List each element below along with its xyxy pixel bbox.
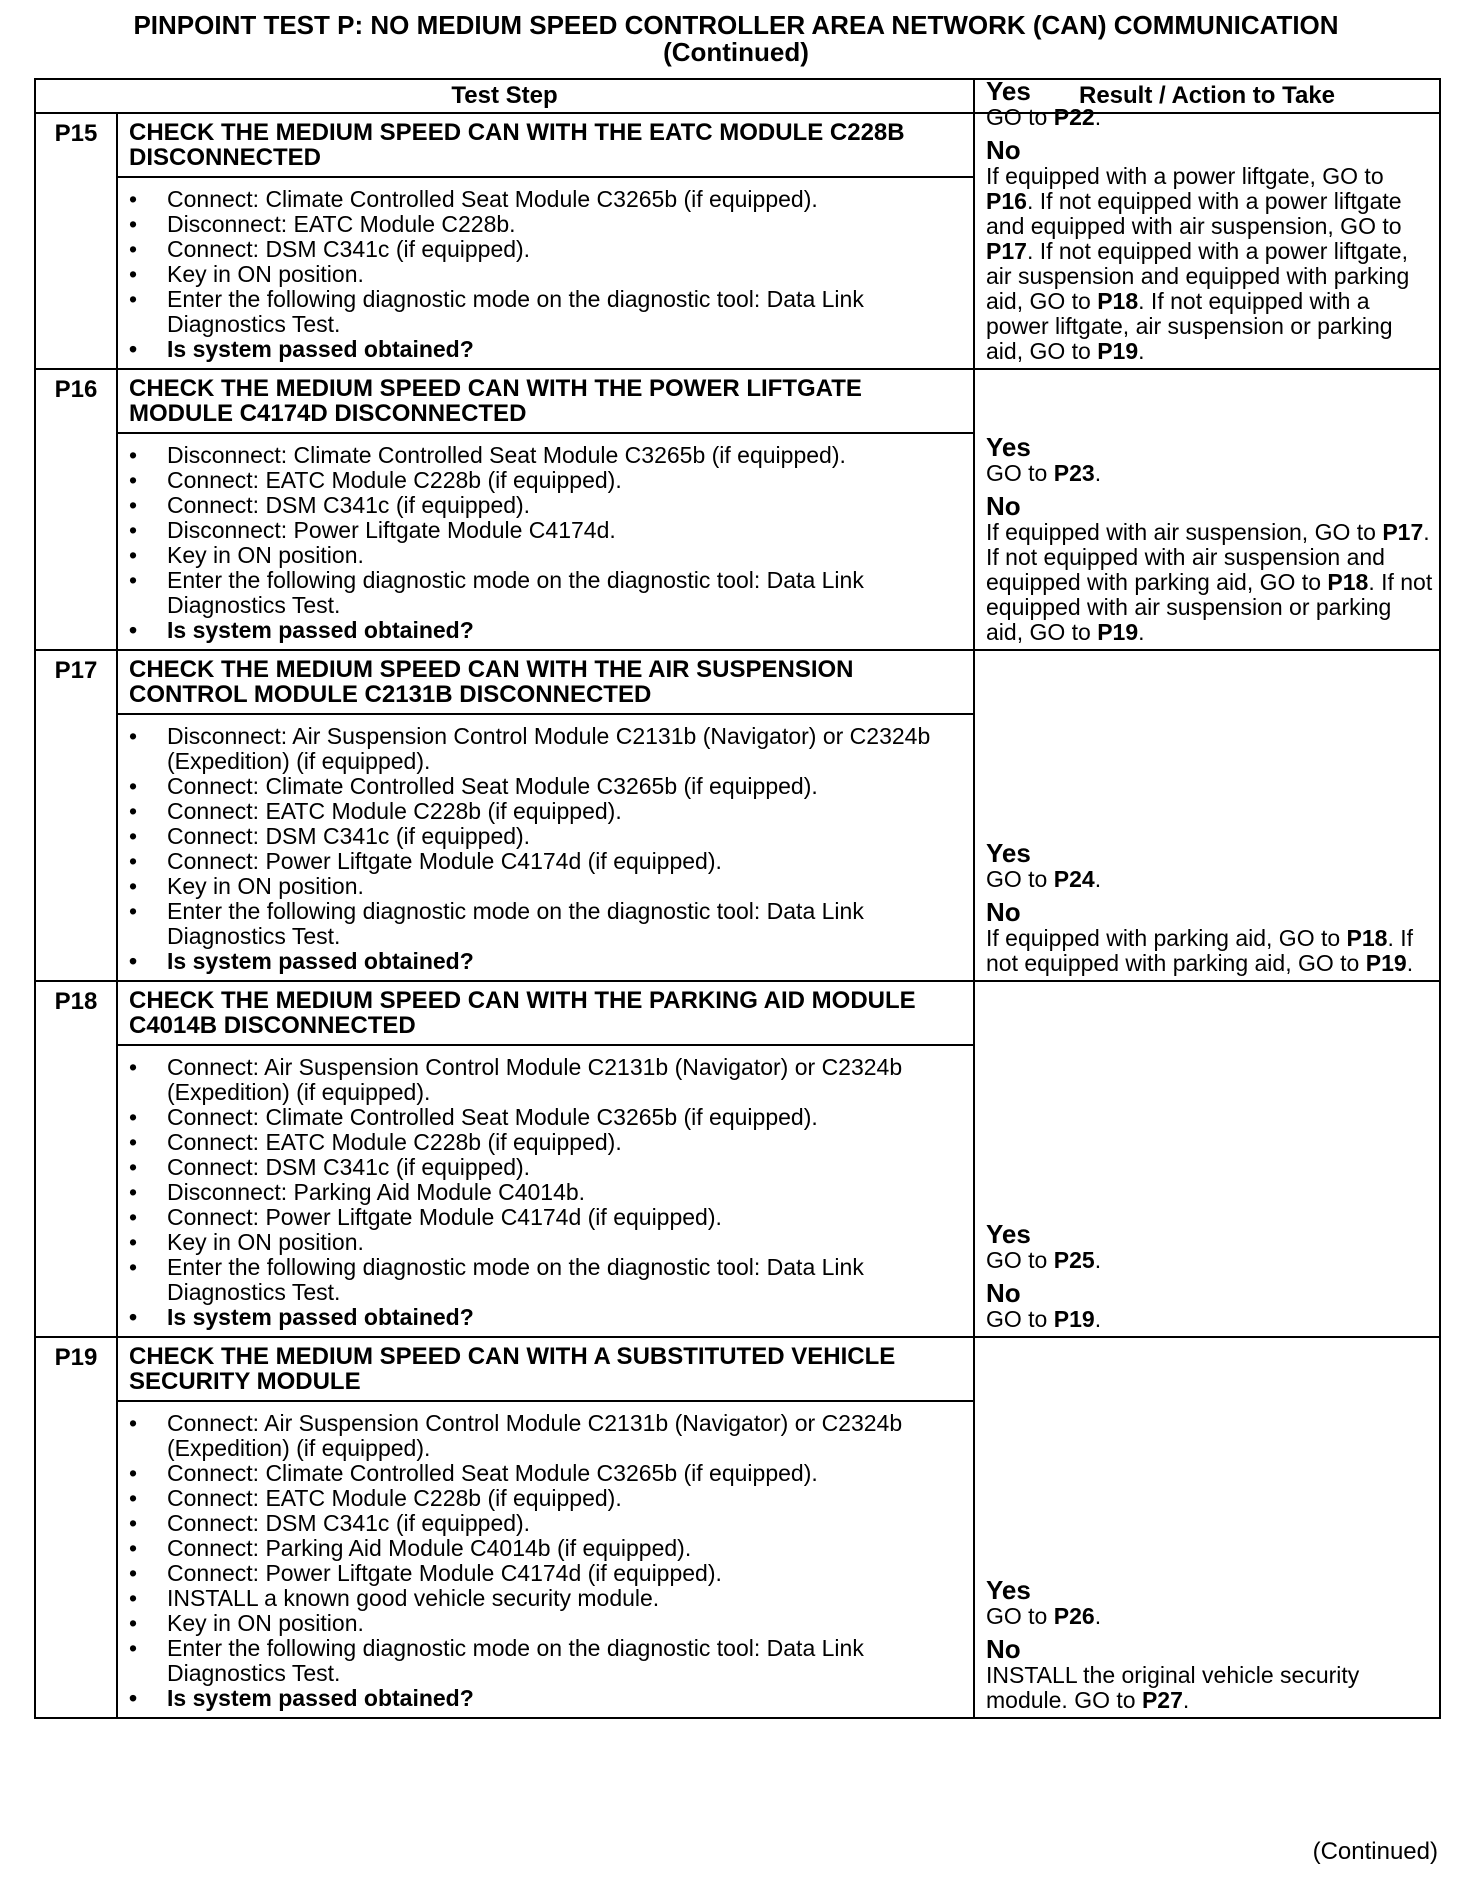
title-line-1: PINPOINT TEST P: NO MEDIUM SPEED CONTROLLER AREA NETWORK (CAN) COMMUNICATION bbox=[133, 10, 1339, 40]
step-heading: CHECK THE MEDIUM SPEED CAN WITH A SUBSTITUTED VEHICLE SECURITY MODULE bbox=[117, 1337, 974, 1401]
result-action-cell bbox=[974, 1337, 1440, 1718]
result-no-text bbox=[986, 926, 1433, 976]
step-id: P18 bbox=[35, 981, 117, 1337]
result-text-segment: . If not equipped with a power liftgate and equipped with air suspension, GO to bbox=[986, 188, 1402, 239]
step-reference: P19 bbox=[1097, 338, 1139, 364]
result-text-segment: . bbox=[1138, 338, 1145, 364]
step-instructions-cell bbox=[117, 177, 974, 369]
step-heading: CHECK THE MEDIUM SPEED CAN WITH THE POWER LIFTGATE MODULE C4174D DISCONNECTED bbox=[117, 369, 974, 433]
result-yes-text bbox=[986, 461, 1433, 486]
step-instruction: • Connect: DSM C341c (if equipped). bbox=[129, 493, 963, 518]
result-text-segment: . bbox=[1094, 1603, 1102, 1629]
step-heading: CHECK THE MEDIUM SPEED CAN WITH THE EATC MODULE C228B DISCONNECTED bbox=[117, 113, 974, 177]
result-text-segment: . If not equipped with a power liftgate, air suspension or parking aid, GO to bbox=[986, 288, 1393, 364]
result-action-cell bbox=[974, 981, 1440, 1337]
result-action-cell bbox=[974, 369, 1440, 650]
result-yes-text bbox=[986, 1248, 1433, 1273]
step-instructions-cell bbox=[117, 1045, 974, 1337]
step-heading: CHECK THE MEDIUM SPEED CAN WITH THE AIR SUSPENSION CONTROL MODULE C2131B DISCONNECTED bbox=[117, 650, 974, 714]
result-text-segment: GO to bbox=[986, 866, 1054, 892]
result-text-segment: . bbox=[1094, 1306, 1102, 1332]
step-question: • Is system passed obtained? bbox=[129, 1305, 963, 1330]
result-yes-label: Yes bbox=[986, 1575, 1031, 1605]
step-instruction: • Connect: Power Liftgate Module C4174d (if equipped). bbox=[129, 849, 963, 874]
result-text-segment: If equipped with parking aid, GO to bbox=[986, 925, 1347, 951]
result-text-segment: GO to bbox=[986, 104, 1054, 130]
result-text-segment: GO to bbox=[986, 1306, 1054, 1332]
result-action-cell bbox=[974, 650, 1440, 981]
step-id: P17 bbox=[35, 650, 117, 981]
step-question: • Is system passed obtained? bbox=[129, 949, 963, 974]
step-heading-row bbox=[35, 369, 1440, 433]
step-instruction: • Enter the following diagnostic mode on the diagnostic tool: Data Link Diagnostics Test. bbox=[129, 1255, 963, 1305]
step-instructions-list bbox=[118, 1046, 973, 1336]
step-instruction: • Connect: DSM C341c (if equipped). bbox=[129, 1511, 963, 1536]
step-heading-row bbox=[35, 113, 1440, 177]
step-instruction: • Key in ON position. bbox=[129, 543, 963, 568]
step-instruction: • Enter the following diagnostic mode on the diagnostic tool: Data Link Diagnostics Test. bbox=[129, 568, 963, 618]
pinpoint-test-table bbox=[34, 78, 1441, 1719]
step-instruction: • Connect: DSM C341c (if equipped). bbox=[129, 1155, 963, 1180]
step-instruction: • Key in ON position. bbox=[129, 1611, 963, 1636]
result-text-segment: . bbox=[1094, 1247, 1102, 1273]
step-reference: P18 bbox=[1097, 288, 1139, 314]
result-text-segment: . If not equipped with air suspension and equipped with parking aid, GO to bbox=[986, 519, 1430, 595]
result-yes-label: Yes bbox=[986, 76, 1031, 106]
step-instruction: • Connect: Power Liftgate Module C4174d (if equipped). bbox=[129, 1561, 963, 1586]
step-instructions-cell bbox=[117, 433, 974, 650]
result-no-text bbox=[986, 1307, 1433, 1332]
step-reference: P16 bbox=[986, 188, 1027, 214]
step-instruction: • Connect: Power Liftgate Module C4174d (if equipped). bbox=[129, 1205, 963, 1230]
result-yes-label: Yes bbox=[986, 838, 1031, 868]
result-text-segment: GO to bbox=[986, 1247, 1054, 1273]
step-instruction: • Connect: Parking Aid Module C4014b (if equipped). bbox=[129, 1536, 963, 1561]
result-text-segment: . bbox=[1094, 104, 1102, 130]
title-line-2: (Continued) bbox=[663, 37, 809, 67]
step-reference: P19 bbox=[1365, 950, 1407, 976]
result-text-segment: . bbox=[1138, 619, 1145, 645]
step-instruction: • Disconnect: Climate Controlled Seat Module C3265b (if equipped). bbox=[129, 443, 963, 468]
step-instruction: • Connect: EATC Module C228b (if equipped). bbox=[129, 1486, 963, 1511]
step-reference: P24 bbox=[1053, 866, 1095, 892]
step-reference: P22 bbox=[1053, 104, 1095, 130]
step-instructions-cell bbox=[117, 714, 974, 981]
step-id: P16 bbox=[35, 369, 117, 650]
step-instructions-cell bbox=[117, 1401, 974, 1718]
result-text-segment: . If not equipped with parking aid, GO to bbox=[986, 925, 1414, 976]
step-question: • Is system passed obtained? bbox=[129, 618, 963, 643]
step-instruction: • Disconnect: EATC Module C228b. bbox=[129, 212, 963, 237]
step-instruction: • Enter the following diagnostic mode on the diagnostic tool: Data Link Diagnostics Test. bbox=[129, 1636, 963, 1686]
result-no-label: No bbox=[986, 135, 1021, 165]
result-action-content bbox=[986, 77, 1433, 364]
result-action-content bbox=[986, 1576, 1433, 1713]
step-reference: P19 bbox=[1053, 1306, 1095, 1332]
result-text-segment: . bbox=[1094, 460, 1102, 486]
result-text-segment: If equipped with air suspension, GO to bbox=[986, 519, 1383, 545]
step-instructions-list bbox=[118, 1402, 973, 1717]
step-instruction: • Disconnect: Power Liftgate Module C4174d. bbox=[129, 518, 963, 543]
result-no-text bbox=[986, 520, 1433, 645]
result-no-text bbox=[986, 1663, 1433, 1713]
result-text-segment: GO to bbox=[986, 460, 1054, 486]
result-yes-text bbox=[986, 867, 1433, 892]
step-instructions-list bbox=[118, 178, 973, 368]
result-yes-label: Yes bbox=[986, 1219, 1031, 1249]
result-action-content bbox=[986, 1220, 1433, 1332]
step-instruction: • Enter the following diagnostic mode on the diagnostic tool: Data Link Diagnostics Test. bbox=[129, 287, 963, 337]
step-reference: P17 bbox=[1382, 519, 1424, 545]
result-no-label: No bbox=[986, 1278, 1021, 1308]
step-reference: P25 bbox=[1053, 1247, 1095, 1273]
step-instruction: • Connect: Air Suspension Control Module C2131b (Navigator) or C2324b (Expedition) (if equipped). bbox=[129, 1055, 963, 1105]
step-instruction: • Connect: EATC Module C228b (if equipped). bbox=[129, 799, 963, 824]
step-heading: CHECK THE MEDIUM SPEED CAN WITH THE PARKING AID MODULE C4014B DISCONNECTED bbox=[117, 981, 974, 1045]
step-instruction: • Connect: DSM C341c (if equipped). bbox=[129, 237, 963, 262]
step-heading-row bbox=[35, 981, 1440, 1045]
result-text-segment: INSTALL the original vehicle security module. GO to bbox=[986, 1662, 1360, 1713]
step-reference: P18 bbox=[1327, 569, 1369, 595]
result-action-content bbox=[986, 433, 1433, 645]
result-text-segment: . bbox=[1182, 1687, 1190, 1713]
result-yes-label: Yes bbox=[986, 432, 1031, 462]
step-question: • Is system passed obtained? bbox=[129, 1686, 963, 1711]
result-no-label: No bbox=[986, 491, 1021, 521]
step-instruction: • Connect: Climate Controlled Seat Module C3265b (if equipped). bbox=[129, 187, 963, 212]
step-reference: P27 bbox=[1141, 1687, 1183, 1713]
result-text-segment: . bbox=[1094, 866, 1102, 892]
footer-continued: (Continued) bbox=[1312, 1838, 1438, 1865]
result-no-text bbox=[986, 164, 1433, 364]
step-id: P19 bbox=[35, 1337, 117, 1718]
header-test-step: Test Step bbox=[35, 79, 974, 113]
step-instruction: • Connect: EATC Module C228b (if equipped). bbox=[129, 1130, 963, 1155]
step-instruction: • Disconnect: Parking Aid Module C4014b. bbox=[129, 1180, 963, 1205]
step-instruction: • Key in ON position. bbox=[129, 1230, 963, 1255]
step-instruction: • Key in ON position. bbox=[129, 262, 963, 287]
step-id: P15 bbox=[35, 113, 117, 369]
step-reference: P23 bbox=[1053, 460, 1095, 486]
result-no-label: No bbox=[986, 1634, 1021, 1664]
step-reference: P18 bbox=[1346, 925, 1388, 951]
result-text-segment: . bbox=[1406, 950, 1414, 976]
result-no-label: No bbox=[986, 897, 1021, 927]
result-yes-text bbox=[986, 105, 1433, 130]
result-text-segment: . If not equipped with air suspension or parking aid, GO to bbox=[986, 569, 1433, 645]
step-instruction: • Enter the following diagnostic mode on the diagnostic tool: Data Link Diagnostics Test. bbox=[129, 899, 963, 949]
header-result-action: Result / Action to Take bbox=[974, 79, 1440, 113]
step-instruction: • Disconnect: Air Suspension Control Module C2131b (Navigator) or C2324b (Expedition) (if equipped). bbox=[129, 724, 963, 774]
step-instructions-list bbox=[118, 715, 973, 980]
step-reference: P17 bbox=[986, 238, 1027, 264]
step-instruction: • INSTALL a known good vehicle security module. bbox=[129, 1586, 963, 1611]
step-reference: P26 bbox=[1053, 1603, 1095, 1629]
step-question: • Is system passed obtained? bbox=[129, 337, 963, 362]
step-instruction: • Connect: DSM C341c (if equipped). bbox=[129, 824, 963, 849]
step-instruction: • Connect: EATC Module C228b (if equipped). bbox=[129, 468, 963, 493]
step-instructions-list bbox=[118, 434, 973, 649]
step-instruction: • Connect: Climate Controlled Seat Module C3265b (if equipped). bbox=[129, 1105, 963, 1130]
step-instruction: • Connect: Air Suspension Control Module C2131b (Navigator) or C2324b (Expedition) (if equipped). bbox=[129, 1411, 963, 1461]
result-text-segment: . If not equipped with a power liftgate, air suspension and equipped with parking aid, GO to bbox=[986, 238, 1410, 314]
result-yes-text bbox=[986, 1604, 1433, 1629]
step-reference: P19 bbox=[1097, 619, 1139, 645]
step-instruction: • Key in ON position. bbox=[129, 874, 963, 899]
step-heading-row bbox=[35, 650, 1440, 714]
result-action-content bbox=[986, 839, 1433, 976]
result-text-segment: GO to bbox=[986, 1603, 1054, 1629]
step-heading-row bbox=[35, 1337, 1440, 1401]
step-instruction: • Connect: Climate Controlled Seat Module C3265b (if equipped). bbox=[129, 1461, 963, 1486]
page-title bbox=[0, 12, 1472, 66]
step-instruction: • Connect: Climate Controlled Seat Module C3265b (if equipped). bbox=[129, 774, 963, 799]
result-text-segment: If equipped with a power liftgate, GO to bbox=[986, 163, 1384, 189]
